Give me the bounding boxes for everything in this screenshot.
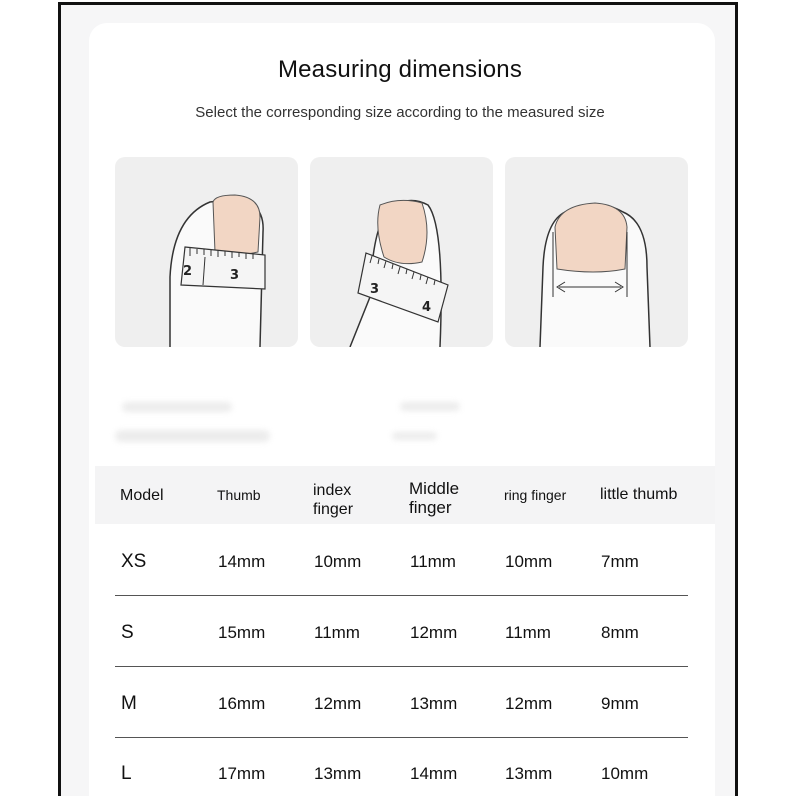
nail-width-illustration (505, 157, 688, 347)
row-s-ring: 11mm (505, 623, 551, 642)
page-title: Measuring dimensions (277, 56, 523, 83)
row-s-middle: 12mm (410, 623, 458, 642)
row-s-little: 8mm (601, 623, 639, 642)
row-xs-index: 10mm (314, 552, 362, 571)
row-l-little: 10mm (601, 764, 649, 783)
nail-width-icon (505, 157, 688, 347)
finger-measure-illustration (310, 157, 493, 347)
row-m-ring: 12mm (505, 694, 553, 713)
col-header-middle: Middle finger (409, 479, 460, 517)
row-m-little: 9mm (601, 694, 639, 713)
row-l-thumb: 17mm (218, 764, 266, 783)
finger-tape-icon (310, 157, 493, 347)
row-xs-thumb: 14mm (218, 552, 266, 571)
row-l-model: L (121, 763, 132, 784)
row-l-ring: 13mm (505, 764, 553, 783)
row-divider (115, 737, 688, 738)
tape-mark-3: 3 (230, 268, 240, 283)
page-subtitle: Select the corresponding size according to the measured size (195, 104, 605, 121)
col-header-model: Model (120, 487, 164, 504)
row-m-thumb: 16mm (218, 694, 266, 713)
tape-mark-2: 2 (183, 264, 193, 279)
col-header-ring: ring finger (504, 487, 567, 503)
row-divider (115, 595, 688, 596)
page-frame (58, 2, 738, 796)
row-m-model: M (121, 693, 137, 714)
faded-text (392, 432, 437, 440)
row-s-model: S (121, 622, 134, 643)
row-xs-little: 7mm (601, 552, 639, 571)
tape-mark-3: 3 (370, 282, 380, 297)
faded-text (115, 430, 270, 442)
col-header-index: index finger (313, 482, 354, 518)
row-m-middle: 13mm (410, 694, 458, 713)
thumb-tape-icon (115, 157, 298, 347)
row-divider (115, 666, 688, 667)
row-s-thumb: 15mm (218, 623, 266, 642)
thumb-measure-illustration (115, 157, 298, 347)
row-l-index: 13mm (314, 764, 362, 783)
col-header-little: little thumb (600, 486, 678, 503)
row-s-index: 11mm (314, 623, 360, 642)
row-xs-middle: 11mm (410, 552, 456, 571)
faded-text (400, 402, 460, 411)
col-header-thumb: Thumb (217, 487, 261, 503)
row-l-middle: 14mm (410, 764, 458, 783)
row-xs-model: XS (121, 551, 147, 572)
tape-mark-4: 4 (422, 300, 432, 315)
faded-text (122, 402, 232, 412)
row-xs-ring: 10mm (505, 552, 553, 571)
row-m-index: 12mm (314, 694, 362, 713)
